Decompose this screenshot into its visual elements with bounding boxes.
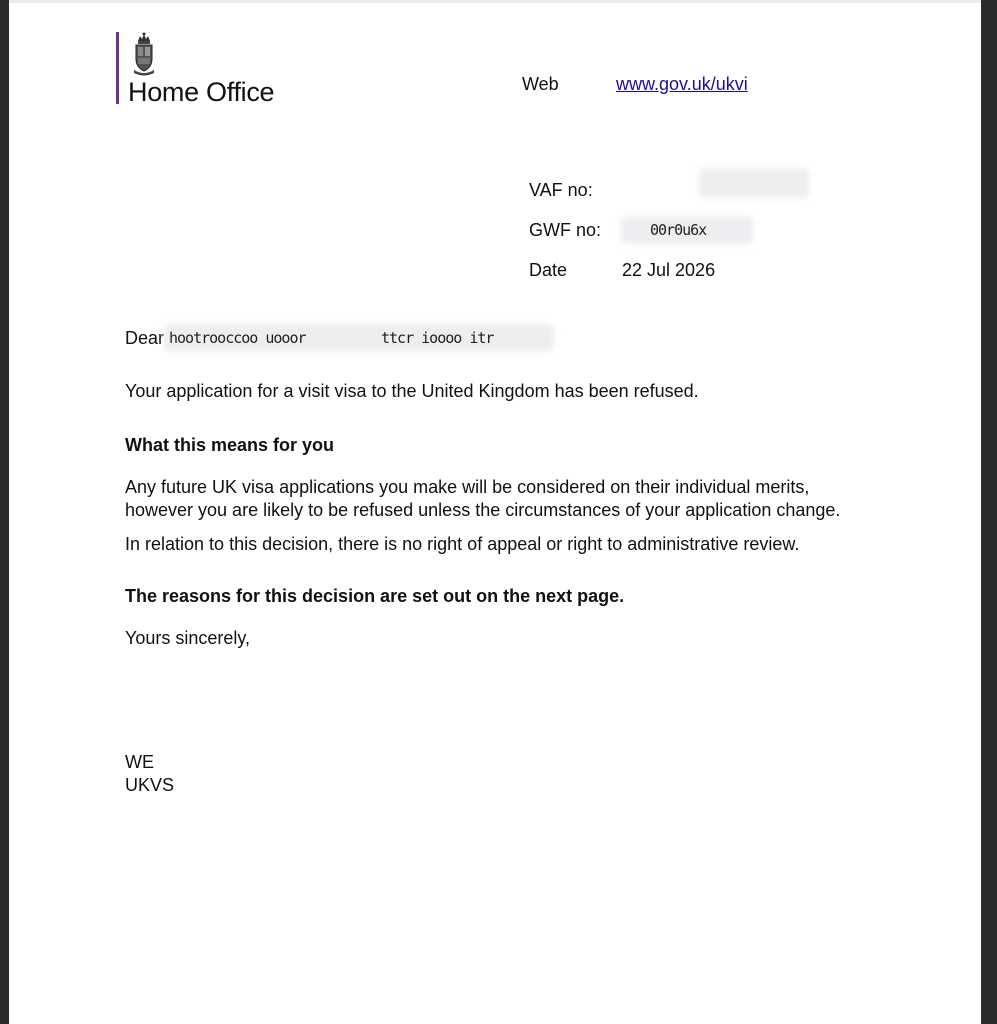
date-value: 22 Jul 2026 bbox=[622, 260, 716, 280]
vaf-redaction bbox=[699, 168, 809, 198]
logo-accent-bar bbox=[116, 32, 119, 104]
refusal-statement: Your application for a visit visa to the United Kingdom has been refused. bbox=[125, 381, 699, 401]
page-top-edge bbox=[9, 0, 981, 3]
future-applications-line-2: however you are likely to be refused unless the circumstances of your application change. bbox=[125, 500, 841, 520]
org-name: Home Office bbox=[128, 77, 275, 107]
section-heading: What this means for you bbox=[125, 435, 335, 455]
vaf-label: VAF no: bbox=[529, 180, 593, 200]
closing: Yours sincerely, bbox=[125, 628, 251, 648]
reasons-statement: The reasons for this decision are set out on the next page. bbox=[125, 586, 625, 606]
web-label: Web bbox=[522, 74, 559, 94]
recipient-name: hootrooccoo uooor bbox=[169, 329, 306, 347]
royal-crest-icon bbox=[131, 32, 157, 76]
home-office-logo bbox=[116, 32, 296, 106]
future-applications-line-1: Any future UK visa applications you make will be considered on their individual merits, bbox=[125, 477, 810, 497]
salutation: Dear bbox=[125, 328, 165, 348]
date-label: Date bbox=[529, 260, 568, 280]
letter-page bbox=[9, 0, 981, 1024]
gwf-label: GWF no: bbox=[529, 220, 602, 240]
signoff-line-1: WE bbox=[125, 752, 154, 772]
recipient-name-2: ttcr ioooo itr bbox=[381, 329, 494, 347]
signoff-line-2: UKVS bbox=[125, 775, 175, 795]
website-link[interactable]: www.gov.uk/ukvi bbox=[616, 74, 748, 94]
gwf-value: 00r0u6x bbox=[650, 221, 707, 239]
appeal-statement: In relation to this decision, there is no right of appeal or right to administrative review. bbox=[125, 534, 800, 554]
